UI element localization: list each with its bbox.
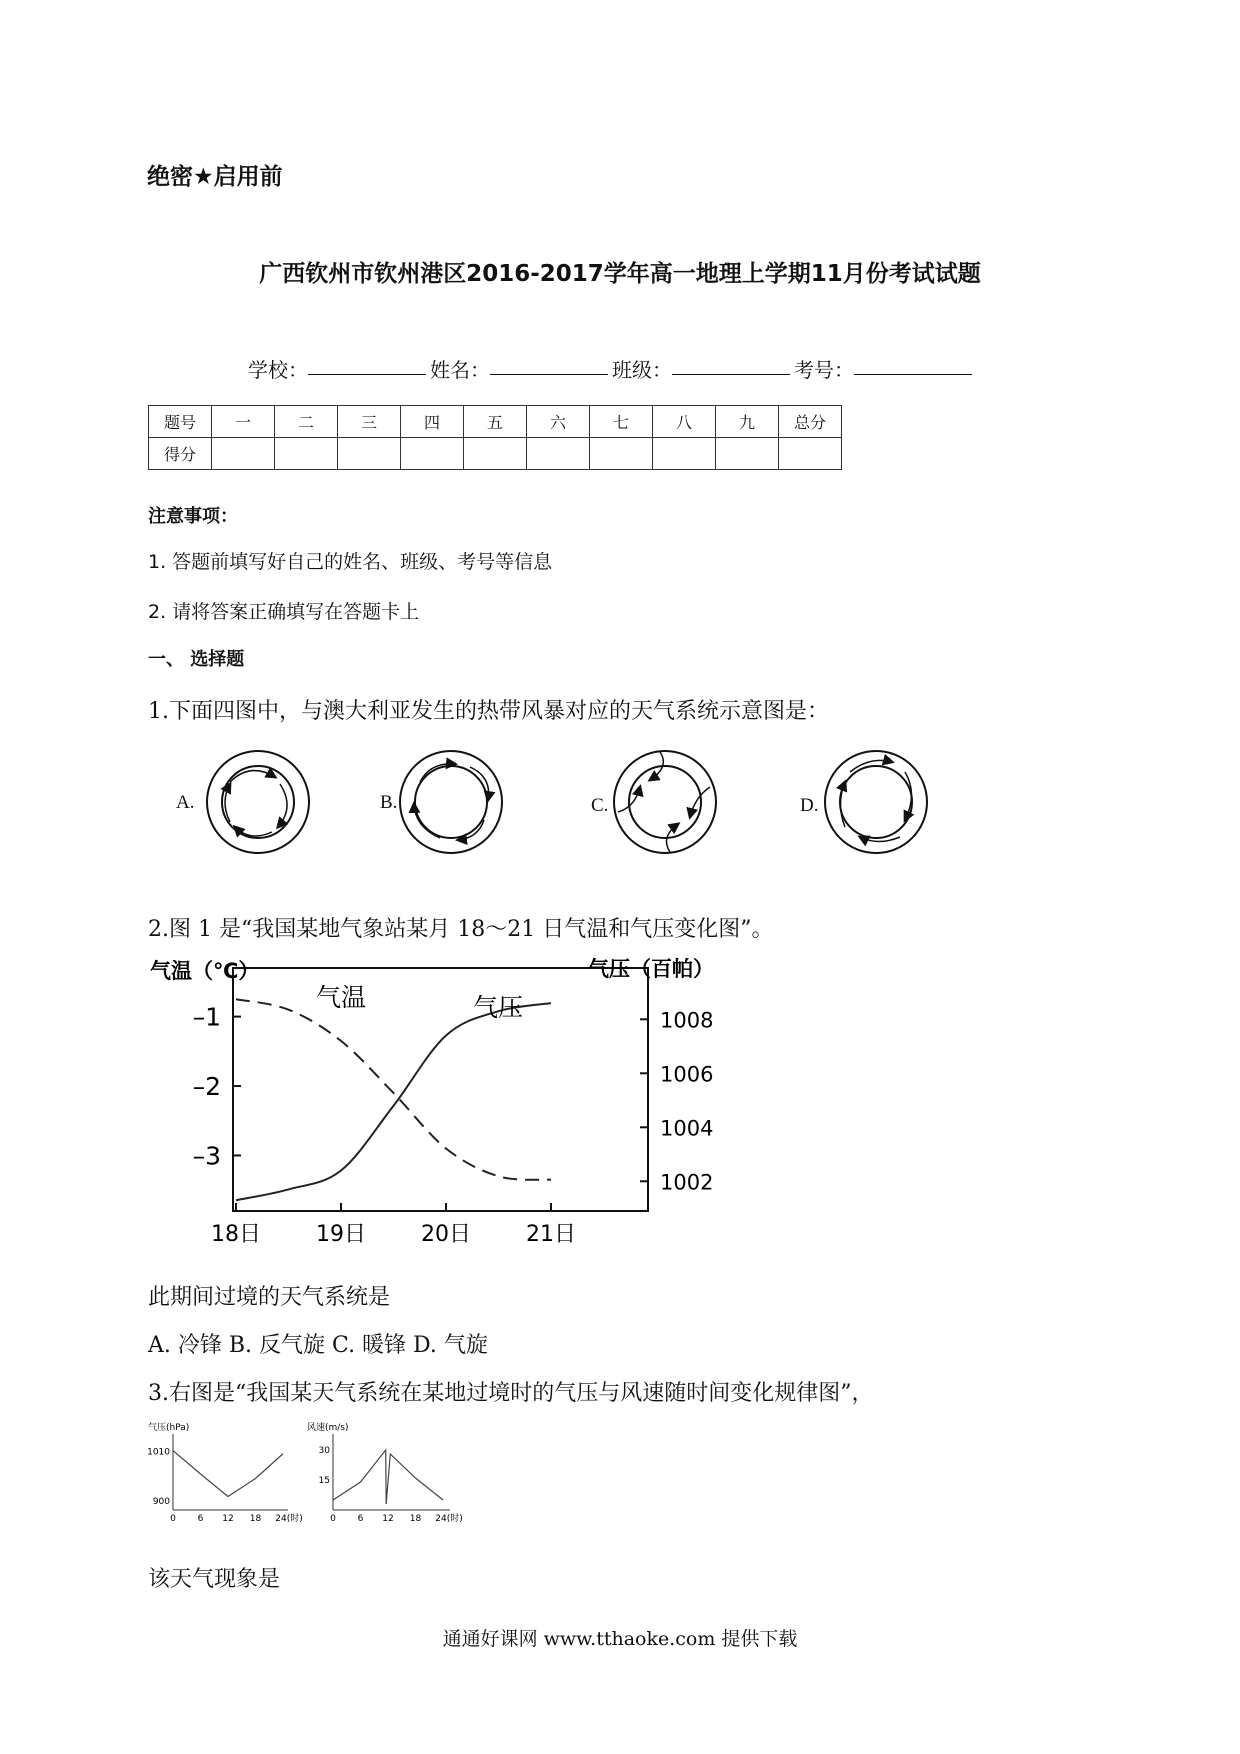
small-x-tick-label: 24(时) [275,1514,303,1524]
chart3-line [333,1450,443,1504]
small-x-tick-label: 0 [330,1514,336,1524]
q1-diagrams [200,742,920,862]
wind-speed-time-chart [305,1420,465,1525]
question-3-text: 3.右图是“我国某天气系统在某地过境时的气压与风速随时间变化规律图”， [148,1381,874,1406]
chart3-ylabel: 风速(m/s) [307,1423,349,1433]
note-item: 2. 请将答案正确填写在答题卡上 [148,601,420,623]
header-cell: 六 [527,406,590,438]
diagram-c[interactable] [614,751,716,853]
question-2-text: 2.图 1 是“我国某地气象站某月 18～21 日气温和气压变化图”。 [148,917,774,942]
question-1-text: 1.下面四图中，与澳大利亚发生的热带风暴对应的天气系统示意图是： [148,699,829,724]
small-x-tick-label: 6 [197,1514,204,1524]
question-2-prompt: 此期间过境的天气系统是 [148,1285,391,1310]
x-axis [211,1203,576,1247]
plot-frame [233,968,648,1211]
small-x-tick-label: 12 [382,1514,394,1524]
option-a-label: A. [176,792,195,813]
score-cell[interactable] [275,438,338,470]
small-x-tick-label: 24(时) [435,1514,463,1524]
right-tick-label: 1006 [660,1062,714,1087]
question-2-choices: A. 冷锋 B. 反气旋 C. 暖锋 D. 气旋 [148,1333,488,1358]
chart2-line [173,1451,283,1497]
score-label-cell: 得分 [149,438,212,470]
temperature-pressure-chart [148,948,728,1258]
score-cell[interactable] [338,438,401,470]
left-tick-label: –3 [192,1141,221,1171]
question-3-prompt: 该天气现象是 [148,1567,281,1592]
y2-axis-label: 气压（百帕） [588,957,714,981]
score-cell[interactable] [716,438,779,470]
small-x-tick-label: 18 [249,1514,262,1524]
exam-number-label: 考号： [794,358,854,382]
small-y-tick-label: 1010 [147,1447,170,1458]
class-label: 班级： [612,358,672,382]
small-x-tick-label: 12 [222,1514,234,1524]
header-cell: 四 [401,406,464,438]
confidential-mark: 绝密★启用前 [147,164,283,190]
option-d-label: D. [800,795,819,816]
pressure-time-chart [147,1420,303,1525]
header-cell: 八 [653,406,716,438]
small-x-tick-label: 0 [170,1514,176,1524]
left-tick-label: –2 [192,1072,221,1102]
small-x-tick-label: 6 [357,1514,364,1524]
right-axis [640,1008,713,1194]
small-y-tick-label: 30 [318,1446,330,1456]
pressure-series-line [236,1003,551,1200]
x-tick-label: 20日 [421,1222,471,1247]
option-c-label: C. [591,795,609,816]
section-heading: 一、 选择题 [148,649,245,670]
diagram-b[interactable] [400,751,502,853]
diagram-a[interactable] [207,751,309,853]
header-cell: 五 [464,406,527,438]
chart2-ylabel: 气压(hPa) [148,1423,190,1433]
score-cell[interactable] [212,438,275,470]
school-label: 学校： [248,358,308,382]
temperature-series-label: 气温 [316,983,367,1012]
header-cell: 一 [212,406,275,438]
right-tick-label: 1004 [660,1116,714,1141]
pressure-series-label: 气压 [473,993,524,1022]
small-x-tick-label: 18 [409,1514,422,1524]
footer: 通通好课网 www.tthaoke.com 提供下载 [442,1628,798,1650]
header-cell: 总分 [779,406,842,438]
x-tick-label: 19日 [316,1222,366,1247]
temperature-series-line [236,999,551,1180]
header-cell: 七 [590,406,653,438]
note-item: 1. 答题前填写好自己的姓名、班级、考号等信息 [148,551,553,573]
score-cell[interactable] [590,438,653,470]
name-field[interactable] [490,354,608,375]
exam-number-field[interactable] [854,354,972,375]
score-cell[interactable] [464,438,527,470]
student-info-row [248,354,976,383]
name-label: 姓名： [430,358,490,382]
diagram-d[interactable] [825,751,927,853]
school-field[interactable] [308,354,426,375]
small-y-tick-label: 15 [318,1476,330,1486]
right-tick-label: 1002 [660,1170,714,1195]
class-field[interactable] [672,354,790,375]
header-cell: 题号 [149,406,212,438]
notes-title: 注意事项： [148,506,238,527]
score-table [148,405,842,470]
score-row [149,438,842,470]
small-y-tick-label: 900 [152,1497,170,1507]
x-tick-label: 18日 [211,1222,261,1247]
exam-title: 广西钦州市钦州港区2016-2017学年高一地理上学期11月份考试试题 [259,261,981,287]
score-cell[interactable] [401,438,464,470]
header-cell: 三 [338,406,401,438]
question-number-row [149,406,842,438]
y-axis-label: 气温（℃） [150,959,260,983]
score-cell[interactable] [779,438,842,470]
header-cell: 二 [275,406,338,438]
score-cell[interactable] [527,438,590,470]
x-tick-label: 21日 [526,1222,576,1247]
left-tick-label: –1 [192,1002,221,1032]
option-b-label: B. [380,792,398,813]
right-tick-label: 1008 [660,1008,714,1033]
score-cell[interactable] [653,438,716,470]
header-cell: 九 [716,406,779,438]
